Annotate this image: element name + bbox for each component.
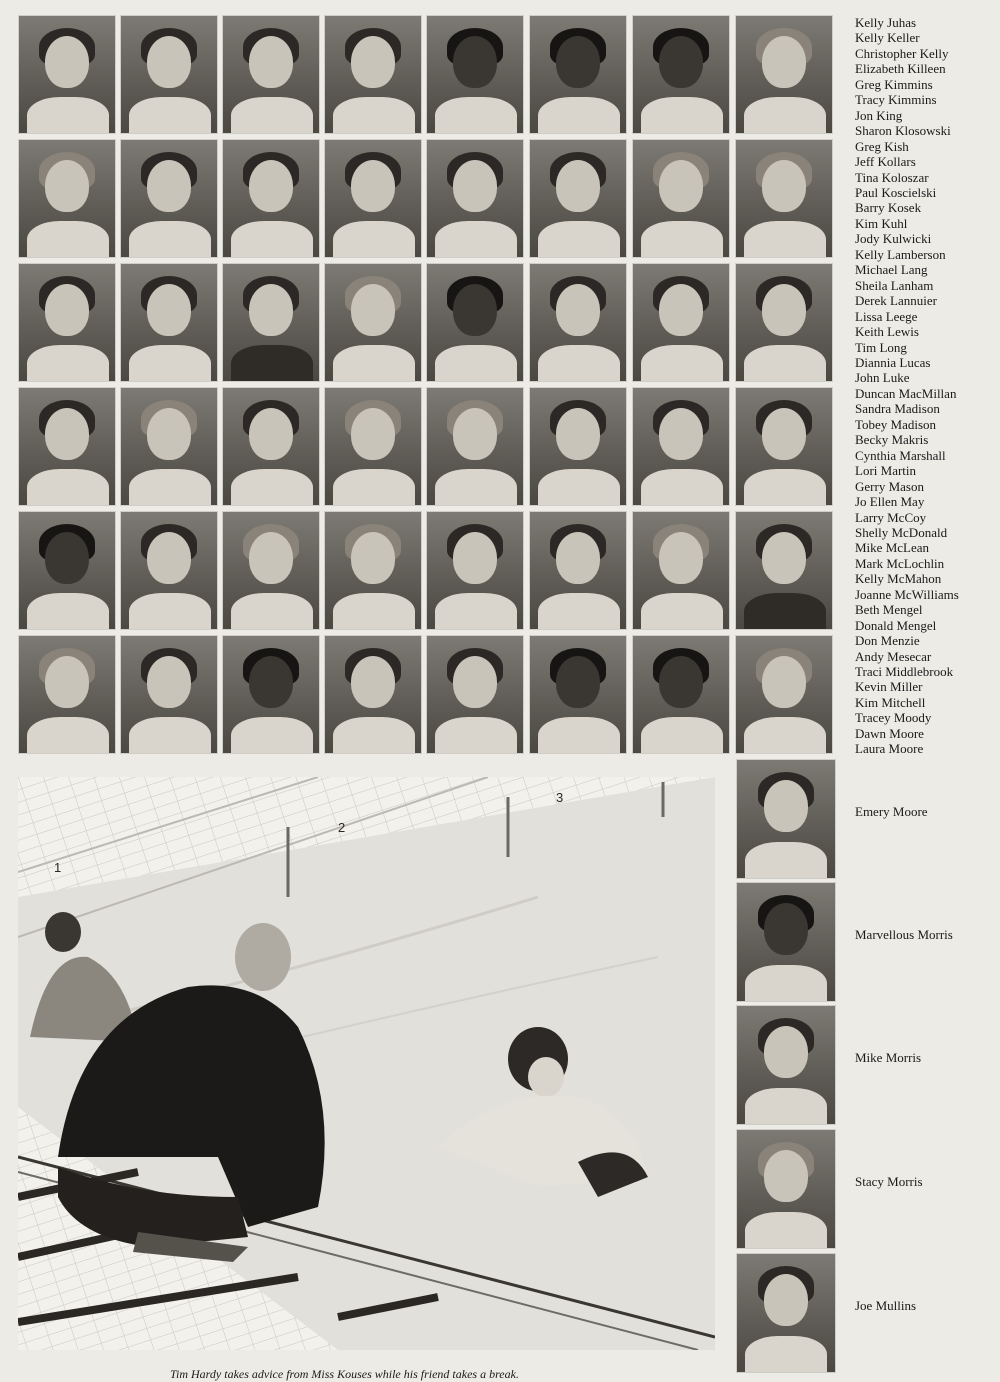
student-portrait	[324, 511, 422, 630]
portrait-name: Jon King	[855, 107, 903, 123]
portrait-name: Marvellous Morris	[855, 927, 953, 942]
portrait-grid	[18, 15, 836, 755]
student-portrait	[324, 263, 422, 382]
student-portrait	[426, 511, 524, 630]
portrait-name: Shelly McDonald	[855, 524, 948, 540]
portrait-name: Becky Makris	[855, 432, 929, 448]
student-portrait	[735, 635, 833, 754]
student-portrait	[529, 511, 627, 630]
swimming-pool-photo	[18, 777, 715, 1350]
portrait-name: Elizabeth Killeen	[855, 61, 946, 77]
portrait-name: Tina Koloszar	[855, 169, 929, 185]
student-portrait	[120, 511, 218, 630]
portrait-name: Derek Lannuier	[855, 293, 937, 309]
student-portrait	[222, 635, 320, 754]
portrait-name: Tracey Moody	[855, 710, 932, 726]
student-portrait	[529, 263, 627, 382]
portrait-name: Larry McCoy	[855, 509, 927, 525]
portrait-name: Kevin Miller	[855, 679, 923, 695]
portrait-name: Kelly Juhas	[855, 15, 917, 30]
student-portrait	[632, 263, 730, 382]
student-portrait	[120, 387, 218, 506]
portrait-name: Stacy Morris	[855, 1174, 923, 1189]
portrait-name: Kelly Keller	[855, 30, 920, 46]
portrait-name: Diannia Lucas	[855, 354, 931, 370]
student-portrait	[735, 15, 833, 134]
portrait-name: Tim Long	[855, 339, 907, 355]
portrait-name: Jeff Kollars	[855, 154, 916, 170]
student-portrait	[736, 1005, 836, 1125]
portrait-name: Sharon Klosowski	[855, 123, 951, 139]
student-portrait	[426, 387, 524, 506]
student-portrait	[222, 263, 320, 382]
student-portrait	[222, 15, 320, 134]
portrait-name: Jo Ellen May	[855, 494, 925, 510]
student-portrait	[632, 387, 730, 506]
portrait-name: Lissa Leege	[855, 308, 918, 324]
student-portrait	[736, 1129, 836, 1249]
student-portrait	[529, 15, 627, 134]
portrait-name: Kim Mitchell	[855, 694, 926, 710]
portrait-name: Tobey Madison	[855, 416, 937, 432]
student-portrait	[632, 511, 730, 630]
portrait-name: Kelly McMahon	[855, 571, 942, 587]
student-portrait	[735, 139, 833, 258]
lane-number-2: 2	[338, 820, 346, 835]
portrait-name: Kelly Lamberson	[855, 246, 946, 262]
portrait-name: Traci Middlebrook	[855, 664, 954, 680]
student-portrait	[529, 635, 627, 754]
student-portrait	[222, 139, 320, 258]
pool-scene	[18, 777, 715, 1350]
portrait-name: Cynthia Marshall	[855, 447, 946, 463]
student-portrait	[426, 15, 524, 134]
student-portrait	[736, 1253, 836, 1373]
portrait-name: Emery Moore	[855, 804, 928, 819]
student-portrait	[529, 139, 627, 258]
photo-caption: Tim Hardy takes advice from Miss Kouses while his friend takes a break.	[170, 1367, 519, 1381]
student-portrait	[18, 15, 116, 134]
portrait-name: Andy Mesecar	[855, 648, 932, 664]
portrait-name: Keith Lewis	[855, 324, 919, 340]
portrait-name: Mike McLean	[855, 540, 930, 556]
portrait-name: Joe Mullins	[855, 1298, 917, 1313]
student-portrait	[735, 263, 833, 382]
student-portrait	[222, 387, 320, 506]
portrait-name: Mark McLochlin	[855, 555, 945, 571]
portrait-name: Kim Kuhl	[855, 215, 908, 231]
portrait-name: Barry Kosek	[855, 200, 922, 216]
student-portrait	[120, 15, 218, 134]
portrait-name: John Luke	[855, 370, 910, 386]
student-portrait	[426, 263, 524, 382]
portrait-name: Laura Moore	[855, 741, 924, 757]
portrait-name: Gerry Mason	[855, 478, 924, 494]
student-portrait	[222, 511, 320, 630]
student-portrait	[18, 139, 116, 258]
lane-number-1: 1	[54, 860, 62, 875]
portrait-name: Mike Morris	[855, 1050, 922, 1065]
portrait-name: Dawn Moore	[855, 725, 924, 741]
student-portrait	[735, 511, 833, 630]
student-portrait	[120, 635, 218, 754]
student-portrait	[120, 139, 218, 258]
student-portrait	[324, 15, 422, 134]
student-portrait	[632, 139, 730, 258]
portrait-name: Joanne McWilliams	[855, 586, 959, 602]
portrait-name: Sheila Lanham	[855, 277, 934, 293]
portrait-name: Greg Kish	[855, 138, 909, 154]
portrait-name: Don Menzie	[855, 633, 920, 649]
student-portrait	[735, 387, 833, 506]
student-portrait	[18, 263, 116, 382]
student-portrait	[18, 511, 116, 630]
student-portrait	[18, 387, 116, 506]
portrait-name: Lori Martin	[855, 463, 917, 479]
portrait-name-list	[855, 15, 959, 757]
portrait-name: Jody Kulwicki	[855, 231, 932, 247]
portrait-name: Paul Koscielski	[855, 184, 937, 200]
portrait-name: Duncan MacMillan	[855, 385, 957, 401]
portrait-name: Beth Mengel	[855, 602, 923, 618]
student-portrait	[632, 635, 730, 754]
portrait-name: Tracy Kimmins	[855, 92, 937, 108]
student-portrait	[324, 139, 422, 258]
portrait-name: Donald Mengel	[855, 617, 937, 633]
student-portrait	[736, 882, 836, 1002]
student-portrait	[632, 15, 730, 134]
portrait-name: Greg Kimmins	[855, 76, 933, 92]
student-portrait	[426, 635, 524, 754]
portrait-name: Sandra Madison	[855, 401, 940, 417]
student-portrait	[120, 263, 218, 382]
student-portrait	[18, 635, 116, 754]
portrait-name: Michael Lang	[855, 262, 928, 278]
student-portrait	[736, 759, 836, 879]
student-portrait	[529, 387, 627, 506]
portrait-name: Christopher Kelly	[855, 45, 949, 61]
lane-number-3: 3	[556, 790, 564, 805]
student-portrait	[426, 139, 524, 258]
student-portrait	[324, 635, 422, 754]
student-portrait	[324, 387, 422, 506]
